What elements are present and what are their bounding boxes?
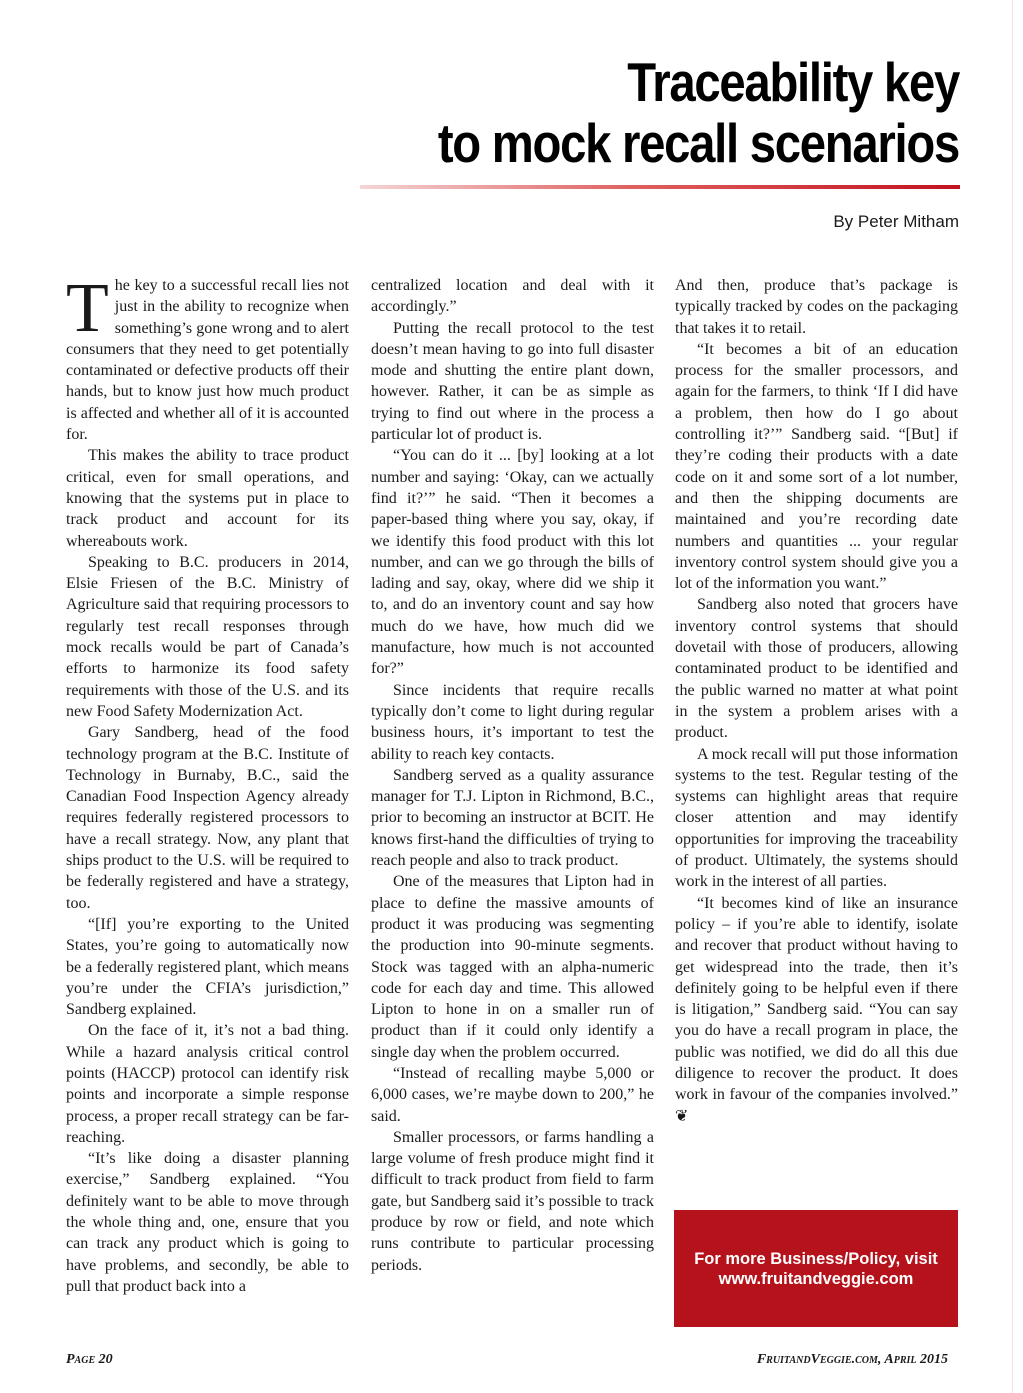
paragraph: One of the measures that Lipton had in place to define the massive amounts of product it was producing was segmenting the production into 90-minute segments. Stock was tagged with an alpha-numeric code for each day and time. This allowed Lipton to hone in on a smaller run of product than if it could only identify a single day when the problem occurred. [371, 873, 654, 1061]
paragraph: Sandberg served as a quality assurance manager for T.J. Lipton in Richmond, B.C., prior to becoming an instructor at BCIT. He knows first-hand the difficulties of trying to reach people and also to track product. [371, 766, 654, 870]
paragraph: And then, produce that’s package is typically tracked by codes on the packaging that takes it to retail. [675, 277, 958, 337]
paragraph: “It’s like doing a disaster planning exercise,” Sandberg explained. “You definitely want to be able to move through the whole thing and, one, ensure that you can track any product which is going to have problems, and secondly, be able to pull that product back into a [66, 1150, 349, 1295]
paragraph: This makes the ability to trace product critical, even for small operations, and knowing that the systems put in place to track product and account for its whereabouts work. [66, 447, 349, 550]
paragraph: Speaking to B.C. producers in 2014, Elsie Friesen of the B.C. Ministry of Agriculture said that requiring processors to regularly test recall responses through mock recalls would be part of Canada’s efforts to harmonize its food safety requirements with those of the U.S. and its new Food Safety Modernization Act. [66, 553, 349, 720]
paragraph: Sandberg also noted that grocers have inventory control systems that should dovetail with those of producers, allowing contaminated product to be identified and the public warned no matter at what point in the system a problem arises with a product. [675, 596, 958, 742]
article-column-2 [371, 275, 654, 1276]
article-column-1 [66, 270, 349, 1297]
promo-text: For more Business/Policy, visit [694, 1249, 938, 1268]
paragraph: centralized location and deal with it accordingly.” [371, 277, 654, 316]
paragraph: Since incidents that require recalls typically don’t come to light during regular business hours, it’s important to test the ability to reach key contacts. [371, 681, 654, 763]
paragraph: A mock recall will put those information systems to the test. Regular testing of the systems can highlight areas that require closer attention and may identify opportunities for improving the traceability of product. Ultimately, the systems should work in the interest of all parties. [675, 745, 958, 891]
publication-footer: FruitandVeggie.com, April 2015 [756, 1352, 948, 1367]
paragraph: “Instead of recalling maybe 5,000 or 6,000 cases, we’re maybe down to 200,” he said. [371, 1064, 654, 1125]
page-edge [1012, 0, 1023, 1393]
paragraph: Putting the recall protocol to the test doesn’t mean having to go into full disaster mode and shutting the entire plant down, however. Rather, it can be as simple as trying to find out where in the process a particular lot of product is. [371, 319, 654, 444]
article-column-3 [675, 275, 958, 1127]
promo-box[interactable] [674, 1210, 958, 1327]
promo-link[interactable]: www.fruitandveggie.com [718, 1269, 914, 1288]
paragraph: “It becomes a bit of an education process for the smaller processors, and again for the farmers, to think ‘If I did have a problem, then how do I go about controlling it?’” Sandberg said. “[But] if they’re coding their products with a date code on it and some sort of a lot number, and then the shipping documents are maintained and you’re recording date numbers and quantities ... your regular inventory control system should give you a lot of the information you want.” [675, 340, 958, 593]
paragraph: Gary Sandberg, head of the food technology program at the B.C. Institute of Technology in Burnaby, B.C., said the Canadian Food Inspection Agency already requires federally registered processors to have a recall strategy. Now, any plant that ships product to the U.S. will be required to be federally registered and have a strategy, too. [66, 724, 349, 912]
headline-rule [360, 185, 960, 189]
paragraph: “[If] you’re exporting to the United States, you’re going to automatically now be a federally registered plant, which means you’re under the CFIA’s jurisdiction,” Sandberg explained. [66, 915, 349, 1019]
headline-line-2: to mock recall scenarios [437, 112, 959, 174]
drop-cap: T [66, 270, 109, 347]
paragraph: “It becomes kind of like an insurance policy – if you’re able to identify, isolate and recover that product without having to get widespread into the trade, then it’s definitely going to be helpful even if there is litigation,” Sandberg said. “You can say you do have a recall program in place, the public was notified, we did do all this due diligence to recover the product. It does work in favour of the companies involved.” ❦ [675, 894, 958, 1125]
article-headline [353, 52, 959, 174]
paragraph: On the face of it, it’s not a bad thing. While a hazard analysis critical control points (HACCP) protocol can identify risk points and incorporate a simple response process, a proper recall strategy can be far-reaching. [66, 1022, 349, 1146]
page-number: Page 20 [66, 1352, 113, 1367]
paragraph: “You can do it ... [by] looking at a lot number and saying: ‘Okay, can we actually find it?’” he said. “Then it becomes a paper-based thing where you say, okay, if we identify this food product with this lot number, and can we go through the bills of lading and say, okay, where did we ship it to, and do an inventory count and say how much do we have, how much did we manufacture, how much is not accounted for?” [371, 447, 654, 678]
paragraph: Smaller processors, or farms handling a large volume of fresh produce might find it difficult to track product from field to farm gate, but Sandberg said it’s possible to track produce by row or field, and note which runs contribute to particular processing periods. [371, 1128, 654, 1274]
paragraph [66, 270, 349, 445]
byline: By Peter Mitham [833, 212, 959, 231]
paragraph-text: he key to a successful recall lies not just in the ability to recognize when something’s gone wrong and to alert consumers that they need to get potentially contaminated or defective products off their hands, but to know just how much product is affected and whether all of it is accounted for. [66, 277, 349, 444]
headline-line-1: Traceability key [627, 51, 959, 113]
